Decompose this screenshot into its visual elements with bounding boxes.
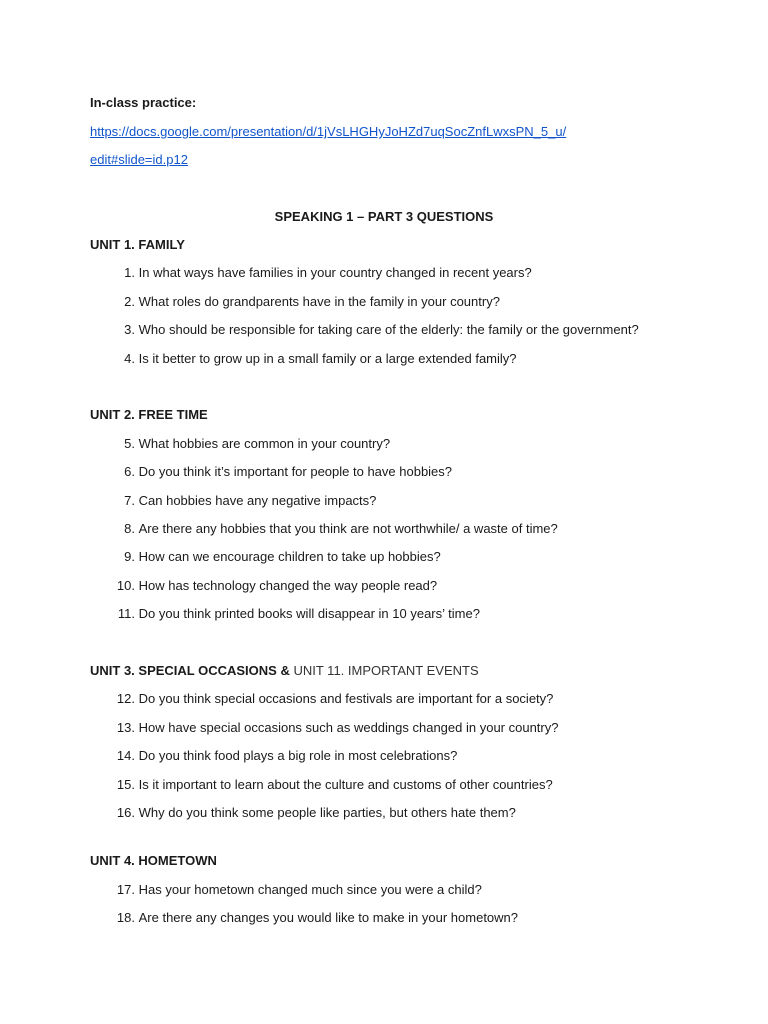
question-text: Are there any changes you would like to make in your hometown? (138, 910, 519, 925)
unit-4-heading: UNIT 4. HOMETOWN (90, 853, 217, 868)
question-item (108, 748, 457, 764)
page-title: SPEAKING 1 – PART 3 QUESTIONS (274, 209, 494, 224)
question-number: 16. (116, 805, 135, 820)
question-number: 7. (124, 493, 135, 508)
slides-link-line1[interactable]: https://docs.google.com/presentation/d/1jVsLHGHyJoHZd7uqSocZnfLwxsPN_5_u/ (90, 124, 567, 139)
question-number: 3. (124, 322, 135, 337)
question-number: 11. (117, 606, 135, 621)
unit-1-heading: UNIT 1. FAMILY (90, 237, 185, 252)
question-item (108, 882, 482, 898)
unit-3-heading-row (90, 663, 479, 679)
question-item (108, 493, 376, 509)
question-text: Is it better to grow up in a small family or a large extended family? (138, 351, 517, 366)
question-text: Who should be responsible for taking care of the elderly: the family or the government? (138, 322, 639, 337)
question-number: 13. (116, 720, 135, 735)
question-text: How has technology changed the way people read? (138, 578, 438, 593)
question-text: Do you think food plays a big role in most celebrations? (138, 748, 458, 763)
in-class-practice-label: In-class practice: (90, 95, 197, 110)
question-item (108, 521, 558, 537)
question-item (108, 777, 553, 793)
question-item (108, 805, 516, 821)
question-number: 9. (124, 549, 135, 564)
unit-3-heading: UNIT 3. SPECIAL OCCASIONS & (90, 663, 290, 678)
question-item (108, 265, 532, 281)
question-text: In what ways have families in your country changed in recent years? (138, 265, 532, 280)
question-text: What roles do grandparents have in the family in your country? (138, 294, 500, 309)
question-text: Why do you think some people like parties, but others hate them? (138, 805, 516, 820)
question-text: Do you think it’s important for people to have hobbies? (138, 464, 453, 479)
question-item (108, 578, 437, 594)
question-number: 14. (116, 748, 135, 763)
question-text: Can hobbies have any negative impacts? (138, 493, 377, 508)
question-number: 2. (124, 294, 135, 309)
question-number: 18. (116, 910, 135, 925)
question-number: 15. (116, 777, 135, 792)
question-number: 6. (124, 464, 135, 479)
question-item (108, 606, 480, 622)
question-number: 12. (116, 691, 135, 706)
unit-11-heading: UNIT 11. IMPORTANT EVENTS (293, 663, 479, 678)
question-item (108, 720, 558, 736)
question-number: 4. (124, 351, 135, 366)
question-item (108, 691, 553, 707)
question-item (108, 464, 452, 480)
question-text: How can we encourage children to take up hobbies? (138, 549, 441, 564)
question-text: Do you think special occasions and festivals are important for a society? (138, 691, 554, 706)
question-number: 8. (124, 521, 135, 536)
question-text: Is it important to learn about the culture and customs of other countries? (138, 777, 553, 792)
question-item (108, 910, 518, 926)
question-text: Has your hometown changed much since you were a child? (138, 882, 482, 897)
question-item (108, 322, 639, 338)
question-item (108, 351, 517, 367)
question-number: 10. (116, 578, 135, 593)
question-number: 1. (124, 265, 135, 280)
question-item (108, 294, 500, 310)
question-item (108, 436, 390, 452)
question-text: How have special occasions such as weddings changed in your country? (138, 720, 559, 735)
question-text: Are there any hobbies that you think are not worthwhile/ a waste of time? (138, 521, 558, 536)
slides-link-line2[interactable]: edit#slide=id.p12 (90, 152, 188, 167)
question-text: Do you think printed books will disappear in 10 years’ time? (138, 606, 480, 621)
question-number: 5. (124, 436, 135, 451)
question-number: 17. (116, 882, 135, 897)
unit-2-heading: UNIT 2. FREE TIME (90, 407, 208, 422)
question-text: What hobbies are common in your country? (138, 436, 391, 451)
question-item (108, 549, 441, 565)
